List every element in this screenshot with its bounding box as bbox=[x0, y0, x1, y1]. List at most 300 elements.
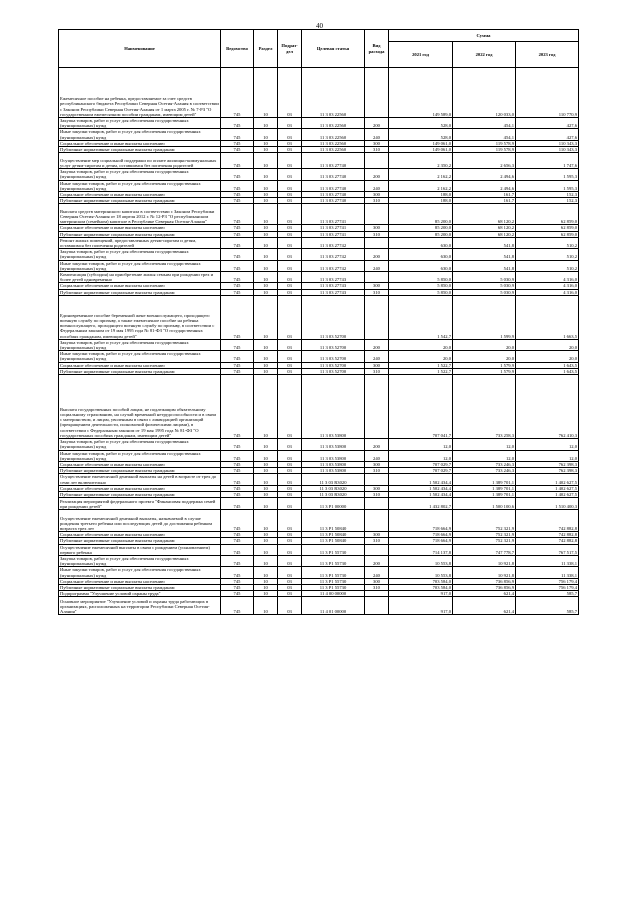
row-vr: 300 bbox=[365, 485, 389, 491]
row-2023: 427,6 bbox=[516, 118, 579, 129]
row-name: Осуществление мер социальной поддержки по оплате жилищно-коммунальных услуг детям-сиротам и детям, оставшимся без попечения родителей bbox=[59, 153, 221, 169]
table-row bbox=[59, 498, 579, 510]
row-name: Осуществление ежемесячной денежной выплаты, назначаемой в случае рождения третьего ребенка или последующих детей до достижения ребенком возраста трех лет bbox=[59, 510, 221, 532]
table-row bbox=[59, 351, 579, 362]
row-vr bbox=[365, 204, 389, 225]
row-name: Иные закупки товаров, работ и услуг для обеспечения государственных (муниципальных) нужд bbox=[59, 180, 221, 191]
row-csr: 11 3 03 27743 bbox=[302, 272, 365, 283]
row-2022: 1 389 701,1 bbox=[453, 491, 516, 497]
row-2022: 5 030,9 bbox=[453, 272, 516, 283]
row-2023: 62 859,0 bbox=[516, 225, 579, 231]
row-2022: 68 120,2 bbox=[453, 231, 516, 237]
row-2022: 752 321,9 bbox=[453, 532, 516, 538]
row-name: Ежемесячное пособие на ребенка, предоставляемое за счет средств республиканского бюджета Республики Северная Осетия-Алания в соответствии с Законом Республики Северная Осетия-Алания от 1 марта 2005 г. № 7-РЗ "О государственном ежемесячном пособии гражданам, имеющим детей" bbox=[59, 68, 221, 118]
row-csr: 11 3 03 27741 bbox=[302, 231, 365, 237]
row-2021: 1 502 434,4 bbox=[389, 485, 453, 491]
row-2023: 1 663,5 bbox=[516, 295, 579, 339]
row-ved: 745 bbox=[221, 439, 254, 450]
row-2021: 2 162,2 bbox=[389, 169, 453, 180]
row-vr: 300 bbox=[365, 532, 389, 538]
row-vr: 240 bbox=[365, 351, 389, 362]
row-podrazdel: 03 bbox=[278, 140, 302, 146]
row-2023: 4 316,0 bbox=[516, 272, 579, 283]
row-2021: 10 553,8 bbox=[389, 555, 453, 566]
row-vr: 300 bbox=[365, 192, 389, 198]
table-row bbox=[59, 295, 579, 339]
row-2021: 1 502 434,4 bbox=[389, 474, 453, 485]
row-2022: 20,0 bbox=[453, 339, 516, 350]
row-2023: 1 402 627,5 bbox=[516, 485, 579, 491]
row-name: Закупка товаров, работ и услуг для обеспечения государственных (муниципальных) нужд bbox=[59, 249, 221, 260]
row-podrazdel: 03 bbox=[278, 68, 302, 118]
row-2021: 12,0 bbox=[389, 450, 453, 461]
row-podrazdel: 03 bbox=[278, 153, 302, 169]
row-ved: 745 bbox=[221, 260, 254, 271]
row-2021: 630,0 bbox=[389, 260, 453, 271]
row-ved: 745 bbox=[221, 450, 254, 461]
row-razdel: 10 bbox=[254, 485, 278, 491]
row-name: Реализация мероприятий федерального проекта "Финансовая поддержка семей при рождении детей" bbox=[59, 498, 221, 510]
row-podrazdel: 03 bbox=[278, 474, 302, 485]
row-ved: 745 bbox=[221, 498, 254, 510]
row-ved: 745 bbox=[221, 289, 254, 295]
row-podrazdel: 03 bbox=[278, 439, 302, 450]
row-name: Социальное обеспечение и иные выплаты населению bbox=[59, 485, 221, 491]
row-2023: 742 882,8 bbox=[516, 532, 579, 538]
row-podrazdel: 03 bbox=[278, 283, 302, 289]
row-name: Социальное обеспечение и иные выплаты населению bbox=[59, 283, 221, 289]
row-vr: 310 bbox=[365, 231, 389, 237]
table-row bbox=[59, 544, 579, 555]
row-2021: 85 200,0 bbox=[389, 225, 453, 231]
row-2021: 917,0 bbox=[389, 597, 453, 615]
row-2021: 149 061,0 bbox=[389, 140, 453, 146]
row-csr: 11 4 01 00000 bbox=[302, 597, 365, 615]
row-2022: 454,1 bbox=[453, 129, 516, 140]
col-summa-header: Сумма bbox=[389, 30, 579, 42]
row-2023: 1 747,6 bbox=[516, 153, 579, 169]
row-podrazdel: 03 bbox=[278, 260, 302, 271]
row-2023: 1 643,5 bbox=[516, 368, 579, 374]
row-podrazdel: 03 bbox=[278, 485, 302, 491]
row-ved: 745 bbox=[221, 225, 254, 231]
row-name: Закупка товаров, работ и услуг для обеспечения государственных (муниципальных) нужд bbox=[59, 118, 221, 129]
col-razdel-header: Раздел bbox=[254, 30, 278, 68]
row-name: Социальное обеспечение и иные выплаты населению bbox=[59, 578, 221, 584]
row-razdel: 10 bbox=[254, 192, 278, 198]
row-2021: 149 589,0 bbox=[389, 68, 453, 118]
row-2022: 5 030,9 bbox=[453, 283, 516, 289]
row-razdel: 10 bbox=[254, 204, 278, 225]
row-podrazdel: 03 bbox=[278, 295, 302, 339]
row-2022: 12,0 bbox=[453, 450, 516, 461]
row-csr: 11 3 03 22560 bbox=[302, 68, 365, 118]
row-ved: 745 bbox=[221, 140, 254, 146]
row-csr: 11 3 03 27740 bbox=[302, 192, 365, 198]
row-csr: 11 3 03 52700 bbox=[302, 339, 365, 350]
row-2023: 510,2 bbox=[516, 237, 579, 248]
row-2021: 707 029,7 bbox=[389, 461, 453, 467]
table-row bbox=[59, 237, 579, 248]
row-ved: 745 bbox=[221, 237, 254, 248]
table-header bbox=[59, 30, 579, 68]
row-podrazdel: 03 bbox=[278, 468, 302, 474]
row-2022: 747 778,7 bbox=[453, 544, 516, 555]
row-2023: 152,3 bbox=[516, 192, 579, 198]
row-vr: 300 bbox=[365, 578, 389, 584]
row-name: Социальное обеспечение и иные выплаты населению bbox=[59, 140, 221, 146]
row-razdel: 10 bbox=[254, 532, 278, 538]
row-2022: 2 656,3 bbox=[453, 153, 516, 169]
row-2021: 20,0 bbox=[389, 339, 453, 350]
row-podrazdel: 03 bbox=[278, 169, 302, 180]
row-razdel: 10 bbox=[254, 439, 278, 450]
table-row bbox=[59, 169, 579, 180]
row-vr bbox=[365, 474, 389, 485]
row-csr: 11 3 03 27743 bbox=[302, 289, 365, 295]
row-razdel: 10 bbox=[254, 289, 278, 295]
row-podrazdel: 03 bbox=[278, 450, 302, 461]
row-name: Социальное обеспечение и иные выплаты населению bbox=[59, 532, 221, 538]
row-vr: 300 bbox=[365, 362, 389, 368]
row-csr: 11 3 P1 55730 bbox=[302, 584, 365, 590]
row-2022: 68 120,2 bbox=[453, 225, 516, 231]
row-vr: 200 bbox=[365, 169, 389, 180]
row-2021: 20,0 bbox=[389, 351, 453, 362]
col-2023-header: 2023 год bbox=[516, 42, 579, 68]
row-2021: 528,0 bbox=[389, 118, 453, 129]
row-vr: 310 bbox=[365, 198, 389, 204]
row-2021: 2 350,2 bbox=[389, 153, 453, 169]
row-ved: 745 bbox=[221, 578, 254, 584]
row-2023: 756 179,4 bbox=[516, 578, 579, 584]
row-csr: 11 3 03 27742 bbox=[302, 249, 365, 260]
row-ved: 745 bbox=[221, 532, 254, 538]
row-2022: 733 258,3 bbox=[453, 375, 516, 439]
row-ved: 745 bbox=[221, 129, 254, 140]
row-csr: 11 3 03 52700 bbox=[302, 351, 365, 362]
row-name: Выплата государственных пособий лицам, не подлежащим обязательному социальному страхованию, на случай временной нетрудоспособности и в связи с материнством, и лицам, уволенным в связи с ликвидацией организаций (прекращением деятельности, полномочий физическими лицами), в соответствии с Федеральным законом от 19 мая 1995 года № 81-ФЗ "О государственных пособиях гражданам, имеющим детей" bbox=[59, 375, 221, 439]
col-2021-header: 2021 год bbox=[389, 42, 453, 68]
row-csr: 11 3 03 27743 bbox=[302, 283, 365, 289]
row-2022: 161,7 bbox=[453, 192, 516, 198]
row-name: Иные закупки товаров, работ и услуг для обеспечения государственных (муниципальных) нужд bbox=[59, 567, 221, 578]
row-csr: 11 3 03 53800 bbox=[302, 450, 365, 461]
row-2021: 714 137,8 bbox=[389, 544, 453, 555]
col-csr-header: Целевая статья bbox=[302, 30, 365, 68]
row-razdel: 10 bbox=[254, 295, 278, 339]
budget-table bbox=[58, 29, 579, 615]
row-podrazdel: 03 bbox=[278, 597, 302, 615]
row-vr bbox=[365, 510, 389, 532]
row-2023: 1 402 627,5 bbox=[516, 474, 579, 485]
row-2022: 161,7 bbox=[453, 198, 516, 204]
table-row bbox=[59, 485, 579, 491]
row-2021: 630,0 bbox=[389, 237, 453, 248]
row-2023: 510,2 bbox=[516, 249, 579, 260]
row-vr: 310 bbox=[365, 468, 389, 474]
row-vr: 310 bbox=[365, 491, 389, 497]
row-ved: 745 bbox=[221, 339, 254, 350]
col-vr-header: Вид расхода bbox=[365, 30, 389, 68]
row-csr: 11 3 03 53800 bbox=[302, 439, 365, 450]
row-vr: 240 bbox=[365, 129, 389, 140]
row-ved: 745 bbox=[221, 474, 254, 485]
row-name: Публичные нормативные социальные выплаты гражданам bbox=[59, 368, 221, 374]
row-2022: 1 579,9 bbox=[453, 368, 516, 374]
row-2023: 20,0 bbox=[516, 339, 579, 350]
row-2021: 707 041,7 bbox=[389, 375, 453, 439]
row-csr: 11 3 P1 55730 bbox=[302, 567, 365, 578]
row-name: Социальное обеспечение и иные выплаты населению bbox=[59, 192, 221, 198]
row-2022: 20,0 bbox=[453, 351, 516, 362]
row-2022: 541,8 bbox=[453, 237, 516, 248]
row-name: Осуществление ежемесячной денежной выплаты на детей в возрасте от трех до семи лет включительно bbox=[59, 474, 221, 485]
row-2021: 917,0 bbox=[389, 591, 453, 597]
row-podrazdel: 03 bbox=[278, 237, 302, 248]
row-2022: 68 120,2 bbox=[453, 204, 516, 225]
table-row bbox=[59, 260, 579, 271]
row-2023: 427,6 bbox=[516, 129, 579, 140]
row-csr: 11 3 03 53800 bbox=[302, 468, 365, 474]
row-podrazdel: 03 bbox=[278, 351, 302, 362]
row-csr: 11 3 03 27742 bbox=[302, 260, 365, 271]
row-ved: 745 bbox=[221, 147, 254, 153]
row-csr: 11 3 03 22560 bbox=[302, 118, 365, 129]
row-ved: 745 bbox=[221, 491, 254, 497]
row-podrazdel: 03 bbox=[278, 510, 302, 532]
row-2021: 718 664,9 bbox=[389, 510, 453, 532]
row-name: Выплата средств материнского капитала в соответствии с Законом Республики Северная Осетия-Алания от 18 апреля 2012 г. № 12-РЗ "О республиканском материнском (семейном) капитале в Республике Северная Осетия-Алания" bbox=[59, 204, 221, 225]
row-2021: 528,0 bbox=[389, 129, 453, 140]
col-podrazdel-header: Подраз-дел bbox=[278, 30, 302, 68]
row-ved: 745 bbox=[221, 567, 254, 578]
row-vr: 240 bbox=[365, 567, 389, 578]
row-razdel: 10 bbox=[254, 351, 278, 362]
row-razdel: 10 bbox=[254, 461, 278, 467]
table-row bbox=[59, 450, 579, 461]
row-csr: 11 3 03 52700 bbox=[302, 362, 365, 368]
row-podrazdel: 03 bbox=[278, 147, 302, 153]
row-2021: 5 850,0 bbox=[389, 289, 453, 295]
row-podrazdel: 03 bbox=[278, 204, 302, 225]
row-2021: 718 664,9 bbox=[389, 538, 453, 544]
row-razdel: 10 bbox=[254, 180, 278, 191]
row-podrazdel: 03 bbox=[278, 532, 302, 538]
row-ved: 745 bbox=[221, 68, 254, 118]
row-2021: 85 200,0 bbox=[389, 231, 453, 237]
table-body bbox=[59, 68, 579, 615]
row-2023: 762 398,3 bbox=[516, 468, 579, 474]
row-ved: 745 bbox=[221, 584, 254, 590]
row-ved: 745 bbox=[221, 461, 254, 467]
row-podrazdel: 03 bbox=[278, 461, 302, 467]
row-name: Публичные нормативные социальные выплаты гражданам bbox=[59, 289, 221, 295]
row-podrazdel: 03 bbox=[278, 368, 302, 374]
row-2023: 762 398,3 bbox=[516, 461, 579, 467]
row-2021: 10 553,8 bbox=[389, 567, 453, 578]
row-2022: 10 921,8 bbox=[453, 555, 516, 566]
row-ved: 745 bbox=[221, 368, 254, 374]
row-podrazdel: 03 bbox=[278, 578, 302, 584]
row-name: Публичные нормативные социальные выплаты гражданам bbox=[59, 198, 221, 204]
row-csr: 11 3 03 53800 bbox=[302, 375, 365, 439]
row-2021: 5 850,0 bbox=[389, 272, 453, 283]
row-razdel: 10 bbox=[254, 140, 278, 146]
row-2022: 119 578,9 bbox=[453, 140, 516, 146]
row-2022: 5 030,9 bbox=[453, 289, 516, 295]
row-ved: 745 bbox=[221, 204, 254, 225]
row-2022: 454,1 bbox=[453, 118, 516, 129]
row-name: Подпрограмма "Улучшение условий охраны труда" bbox=[59, 591, 221, 597]
row-2022: 119 578,9 bbox=[453, 147, 516, 153]
row-name: Публичные нормативные социальные выплаты гражданам bbox=[59, 147, 221, 153]
row-razdel: 10 bbox=[254, 153, 278, 169]
row-ved: 745 bbox=[221, 283, 254, 289]
row-razdel: 10 bbox=[254, 555, 278, 566]
row-podrazdel: 03 bbox=[278, 129, 302, 140]
row-2021: 188,0 bbox=[389, 198, 453, 204]
row-2021: 149 061,0 bbox=[389, 147, 453, 153]
row-razdel: 10 bbox=[254, 231, 278, 237]
table-row bbox=[59, 474, 579, 485]
row-name: Публичные нормативные социальные выплаты гражданам bbox=[59, 584, 221, 590]
row-razdel: 10 bbox=[254, 597, 278, 615]
row-ved: 745 bbox=[221, 597, 254, 615]
row-2023: 12,0 bbox=[516, 450, 579, 461]
row-2023: 4 316,0 bbox=[516, 289, 579, 295]
row-name: Социальное обеспечение и иные выплаты населению bbox=[59, 362, 221, 368]
row-razdel: 10 bbox=[254, 584, 278, 590]
row-2022: 1 389 701,1 bbox=[453, 474, 516, 485]
row-csr: 11 3 03 52700 bbox=[302, 368, 365, 374]
row-2023: 152,3 bbox=[516, 198, 579, 204]
row-2021: 630,0 bbox=[389, 249, 453, 260]
row-ved: 745 bbox=[221, 375, 254, 439]
row-name: Иные закупки товаров, работ и услуг для обеспечения государственных (муниципальных) нужд bbox=[59, 260, 221, 271]
table-row bbox=[59, 272, 579, 283]
table-row bbox=[59, 180, 579, 191]
row-2021: 703 584,0 bbox=[389, 584, 453, 590]
row-2021: 5 850,0 bbox=[389, 283, 453, 289]
row-csr: 11 3 P1 50840 bbox=[302, 532, 365, 538]
row-csr: 11 3 P1 50840 bbox=[302, 538, 365, 544]
row-name: Публичные нормативные социальные выплаты гражданам bbox=[59, 538, 221, 544]
row-ved: 745 bbox=[221, 538, 254, 544]
row-2022: 1 599,9 bbox=[453, 295, 516, 339]
row-name: Закупка товаров, работ и услуг для обеспечения государственных (муниципальных) нужд bbox=[59, 555, 221, 566]
row-podrazdel: 03 bbox=[278, 118, 302, 129]
row-2021: 718 664,9 bbox=[389, 532, 453, 538]
row-2023: 62 859,0 bbox=[516, 204, 579, 225]
row-2022: 733 246,3 bbox=[453, 461, 516, 467]
row-razdel: 10 bbox=[254, 362, 278, 368]
row-vr bbox=[365, 153, 389, 169]
row-csr: 11 3 03 27741 bbox=[302, 225, 365, 231]
row-2023: 11 338,1 bbox=[516, 567, 579, 578]
table-row bbox=[59, 510, 579, 532]
row-csr: 11 3 03 22560 bbox=[302, 147, 365, 153]
row-2022: 120 033,0 bbox=[453, 68, 516, 118]
row-csr: 11 3 P1 00000 bbox=[302, 498, 365, 510]
row-vr: 200 bbox=[365, 555, 389, 566]
row-name: Закупка товаров, работ и услуг для обеспечения государственных (муниципальных) нужд bbox=[59, 169, 221, 180]
row-2022: 733 246,3 bbox=[453, 468, 516, 474]
row-vr: 310 bbox=[365, 147, 389, 153]
row-ved: 745 bbox=[221, 118, 254, 129]
row-vr bbox=[365, 68, 389, 118]
row-2023: 585,7 bbox=[516, 597, 579, 615]
row-razdel: 10 bbox=[254, 147, 278, 153]
row-2021: 1 522,7 bbox=[389, 362, 453, 368]
row-podrazdel: 03 bbox=[278, 289, 302, 295]
row-ved: 745 bbox=[221, 544, 254, 555]
row-csr: 11 3 P1 55730 bbox=[302, 544, 365, 555]
row-2023: 756 179,4 bbox=[516, 584, 579, 590]
row-csr: 11 3 03 22560 bbox=[302, 129, 365, 140]
row-name: Иные закупки товаров, работ и услуг для обеспечения государственных (муниципальных) нужд bbox=[59, 129, 221, 140]
row-podrazdel: 03 bbox=[278, 339, 302, 350]
row-ved: 745 bbox=[221, 555, 254, 566]
table-row bbox=[59, 129, 579, 140]
row-2021: 12,0 bbox=[389, 439, 453, 450]
row-razdel: 10 bbox=[254, 68, 278, 118]
row-csr: 11 3 P1 50840 bbox=[302, 510, 365, 532]
row-csr: 11 4 00 00000 bbox=[302, 591, 365, 597]
row-2023: 742 882,8 bbox=[516, 510, 579, 532]
table-row bbox=[59, 339, 579, 350]
row-vr: 300 bbox=[365, 225, 389, 231]
row-podrazdel: 03 bbox=[278, 192, 302, 198]
table-row bbox=[59, 204, 579, 225]
table-row bbox=[59, 118, 579, 129]
row-vr: 200 bbox=[365, 439, 389, 450]
row-vr: 310 bbox=[365, 538, 389, 544]
row-2022: 541,8 bbox=[453, 249, 516, 260]
row-vr: 310 bbox=[365, 368, 389, 374]
row-podrazdel: 03 bbox=[278, 567, 302, 578]
col-name-header: Наименование bbox=[59, 30, 221, 68]
row-vr: 240 bbox=[365, 450, 389, 461]
row-razdel: 10 bbox=[254, 225, 278, 231]
row-name: Социальное обеспечение и иные выплаты населению bbox=[59, 461, 221, 467]
row-razdel: 10 bbox=[254, 129, 278, 140]
row-ved: 745 bbox=[221, 351, 254, 362]
row-razdel: 10 bbox=[254, 118, 278, 129]
row-2022: 12,0 bbox=[453, 439, 516, 450]
row-vr: 310 bbox=[365, 584, 389, 590]
row-2023: 12,0 bbox=[516, 439, 579, 450]
row-name: Единовременное пособие беременной жене военнослужащего, проходящего военную службу по призыву, а также ежемесячное пособие на ребенка военнослужащего, проходящего военную службу по призыву, в соответствии с Федеральным законом от 19 мая 1995 года № 81-ФЗ "О государственных пособиях гражданам, имеющим детей" bbox=[59, 295, 221, 339]
row-razdel: 10 bbox=[254, 260, 278, 271]
row-ved: 745 bbox=[221, 591, 254, 597]
row-csr: 11 3 03 27740 bbox=[302, 153, 365, 169]
row-csr: 11 3 03 27742 bbox=[302, 237, 365, 248]
row-2023: 585,7 bbox=[516, 591, 579, 597]
row-razdel: 10 bbox=[254, 578, 278, 584]
row-2023: 1 643,5 bbox=[516, 362, 579, 368]
row-name: Иные закупки товаров, работ и услуг для обеспечения государственных (муниципальных) нужд bbox=[59, 351, 221, 362]
row-podrazdel: 03 bbox=[278, 584, 302, 590]
row-name: Публичные нормативные социальные выплаты гражданам bbox=[59, 468, 221, 474]
row-name: Публичные нормативные социальные выплаты гражданам bbox=[59, 231, 221, 237]
row-2023: 767 517,5 bbox=[516, 544, 579, 555]
row-vr: 240 bbox=[365, 180, 389, 191]
row-razdel: 10 bbox=[254, 450, 278, 461]
row-2023: 1 595,3 bbox=[516, 180, 579, 191]
row-razdel: 10 bbox=[254, 567, 278, 578]
row-vr: 240 bbox=[365, 260, 389, 271]
